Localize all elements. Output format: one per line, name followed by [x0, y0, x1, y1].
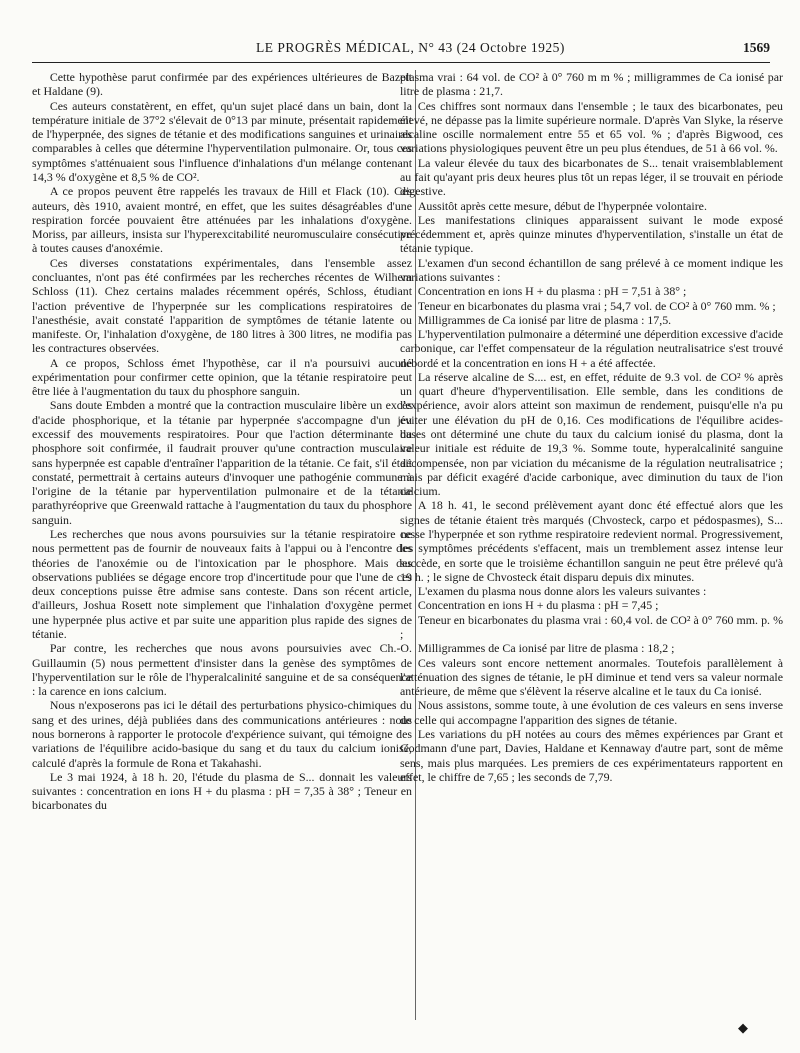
paragraph: Les variations du pH notées au cours des mêmes expériences par Grant et Godmann d'une part, Davies, Haldane et Kennaway d'autre part, sont de même sens, mais plus marquées. Les premiers de ces expérimentateurs rapportent en effet, le chiffre de 7,65 ; les seconds de 7,79. — [400, 726, 783, 784]
paragraph: L'examen d'un second échantillon de sang prélevé à ce moment indique les variations suivantes : — [400, 255, 783, 284]
paragraph: Le 3 mai 1924, à 18 h. 20, l'étude du plasma de S... donnait les valeurs suivantes : concentration en ions H + du plasma : pH = 7,35 à 38° ; Teneur en bicarbonates du — [32, 769, 412, 813]
paragraph: Aussitôt après cette mesure, début de l'hyperpnée volontaire. — [417, 198, 707, 213]
paragraph: Ces chiffres sont normaux dans l'ensemble ; le taux des bicarbonates, peu élevé, ne dépasse pas la limite supérieure normale. D'après Van Slyke, la réserve alcaline oscille normalement entre 55 et 65 vol. % ; d'après Bigwood, ces variations physiologiques peuvent être un peu plus étendues, de 51 à 66 vol. %. — [400, 98, 783, 156]
paragraph: Nous assistons, somme toute, à une évolution de ces valeurs en sens inverse de celle qui accompagne l'apparition des signes de tétanie. — [400, 698, 783, 727]
paragraph: Sans doute Embden a montré que la contraction musculaire libère un excès d'acide phosphorique, et la tétanie par hyperpnée s'accompagne d'un jeu excessif des mouvements respiratoires. Pour que l'action déterminante du phosphore soit confirmée, il faudrait prouver qu'une contraction musculaire sans hyperpnée est capable d'entraîner l'apparition de la tétanie. Ce fait, s'il était constaté, permettrait à certains auteurs d'invoquer une pathogénie commune à l'origine de la tétanie par hyperventilation pulmonaire et de la tétanie parathyréoprive que Greenwald rattache à l'augmentation du taux du phosphore sanguin. — [32, 398, 412, 527]
paragraph: Les recherches que nous avons poursuivies sur la tétanie respiratoire ne nous permettent pas de fournir de nouveaux faits à l'appui ou à l'encontre des théories de l'anoxémie ou de l'intoxication par le phosphore. Mais des observations publiées se dégage encore trop d'incertitude pour que l'une de ces deux conceptions puisse être admise sans conteste. Dans son récent article, d'ailleurs, Joshua Rosett note simplement que l'inhalation d'oxygène permet une hyperpnée plus active et par suite une apparition plus rapide des signes de tétanie. — [32, 527, 412, 641]
paragraph: Milligrammes de Ca ionisé par litre de plasma : 17,5. — [417, 312, 672, 327]
paragraph: Ces diverses constatations expérimentales, dans l'ensemble assez concluantes, n'ont pas été confirmées par les recherches récentes de Wilhem Schloss (11). Chez certains malades récemment opérés, Schloss, étudiant l'action préventive de l'hyperpnée sur les complications respiratoires de l'anesthésie, avait constaté l'apparition de symptômes de tétanie latente ou manifeste. Or, l'inhalation d'oxygène, de 180 litres à 300 litres, ne modifia pas les contractures observées. — [32, 255, 412, 356]
journal-title: LE PROGRÈS MÉDICAL, N° 43 (24 Octobre 1925) — [256, 40, 565, 55]
paragraph: L'hyperventilation pulmonaire a déterminé une déperdition excessive d'acide carbonique, car l'effet compensateur de la régulation neutralisatrice s'est trouvé débordé et la concentration en ions H + a été affectée. — [400, 327, 784, 370]
paragraph: Ces valeurs sont encore nettement anormales. Toutefois parallèlement à l'atténuation des signes de tétanie, le pH diminue et tend vers sa valeur normale antérieure, de même que s'élèvent la réserve alcaline et le taux du Ca ionisé. — [400, 655, 783, 699]
paragraph: plasma vrai : 64 vol. de CO² à 0° 760 m m % ; milligrammes de Ca ionisé par litre de plasma : 21,7. — [400, 70, 783, 99]
paragraph: Nous n'exposerons pas ici le détail des perturbations physico-chimiques du sang et des urines, déjà publiées dans des communications antérieures : nous nous bornerons à rapporter le protocole d'expérience suivant, qui témoigne des variations de l'équilibre acido-basique du sang et du taux du calcium ionisé, calculé d'après la formule de Rona et Takahashi. — [32, 698, 412, 770]
paragraph: A ce propos peuvent être rappelés les travaux de Hill et Flack (10). Ces auteurs, dès 1910, avaient montré, en effet, que les suites désagréables d'une respiration forcée pouvaient être atténuées par les inhalations d'oxygène. Moriss, par ailleurs, insista sur l'hyperexcitabilité neuromusculaire consécutive à toutes causes d'anoxémie. — [32, 184, 412, 256]
page-number: 1569 — [743, 40, 770, 55]
paragraph: Les manifestations cliniques apparaissent suivant le mode exposé précédemment et, après quinze minutes d'hyperventilation, s'installe un état de tétanie typique. — [400, 212, 783, 256]
paragraph: La valeur élevée du taux des bicarbonates de S... tenait vraisemblablement au fait qu'ayant pris deux heures plus tôt un repas léger, il se trouvait en période digestive. — [400, 155, 783, 199]
paragraph: Cette hypothèse parut confirmée par des expériences ultérieures de Bazett et Haldane (9). — [32, 70, 412, 99]
paragraph: Milligrammes de Ca ionisé par litre de plasma : 18,2 ; — [417, 641, 675, 656]
paragraph: Concentration en ions H + du plasma : pH = 7,45 ; — [417, 598, 659, 613]
paragraph: Par contre, les recherches que nous avons poursuivies avec Ch.-O. Guillaumin (5) nous permettent d'insister dans la genèse des symptômes de l'hyperventilation sur le rôle de l'hyperalcalinité sanguine et de sa conséquence : la carence en ions calcium. — [32, 641, 412, 699]
running-header — [32, 40, 770, 63]
right-column — [400, 70, 783, 784]
paragraph: La réserve alcaline de S.... est, en effet, réduite de 9.3 vol. de CO² % après un quart d'heure d'hyperventilisation. Elle semble, dans les conditions de l'expérience, avoir alors atteint son maximun de rendement, puisqu'elle n'a pu éviter une élévation du pH de 0,16. Ces modifications de l'équilibre acides-bases ont déterminé une chute du taux du calcium ionisé du plasma, dont la valeur initiale est réduite de 19,3 %. Somme toute, hyperalcalinité sanguine décompensée, non par viciation du mécanisme de la régulation neutralisatrice ; mais par déficit exagéré d'acide carbonique, avec diminution du taux de l'ion calcium. — [400, 369, 783, 499]
end-ornament: ◆ — [738, 1020, 748, 1035]
paragraph: Ces auteurs constatèrent, en effet, qu'un sujet placé dans un bain, dont la température initiale de 37°2 s'élevait de 0°13 par minute, présentait rapidement de l'hyperpnée, des signes de tétanie et des modifications sanguines et urinaires comparables à celles que détermine l'hyperventilation pulmonaire. Or, tous ces symptômes s'atténuaient sous l'influence d'inhalations d'un mélange contenant 14,3 % d'oxygène et 8,5 % de CO². — [32, 98, 412, 184]
left-column — [32, 70, 412, 813]
paragraph: Concentration en ions H + du plasma : pH = 7,51 à 38° ; — [417, 284, 687, 299]
paragraph: A ce propos, Schloss émet l'hypothèse, car il n'a poursuivi aucune expérimentation pour confirmer cette opinion, que la tétanie respiratoire peut être liée à l'augmentation du taux du phosphore sanguin. — [32, 355, 412, 399]
paragraph: Teneur en bicarbonates du plasma vrai : 60,4 vol. de CO² à 0° 760 mm. p. % ; — [400, 612, 783, 641]
paragraph: Teneur en bicarbonates du plasma vrai ; 54,7 vol. de CO² à 0° 760 mm. % ; — [417, 298, 776, 313]
paragraph: L'examen du plasma nous donne alors les valeurs suivantes : — [417, 584, 707, 599]
paragraph: A 18 h. 41, le second prélèvement ayant donc été effectué alors que les signes de tétanie étaient très marqués (Chvosteck, carpo et pédospasmes), S... cesse l'hyperpnée et son rythme respiratoire redevient normal. Progressivement, les symptômes précédents s'effacent, mais un tremblement assez intense leur succède, en sorte que le troisième échantillon sanguin ne peut être prélevé qu'à 19 h. ; le signe de Chvosteck était disparu depuis dix minutes. — [400, 498, 783, 584]
